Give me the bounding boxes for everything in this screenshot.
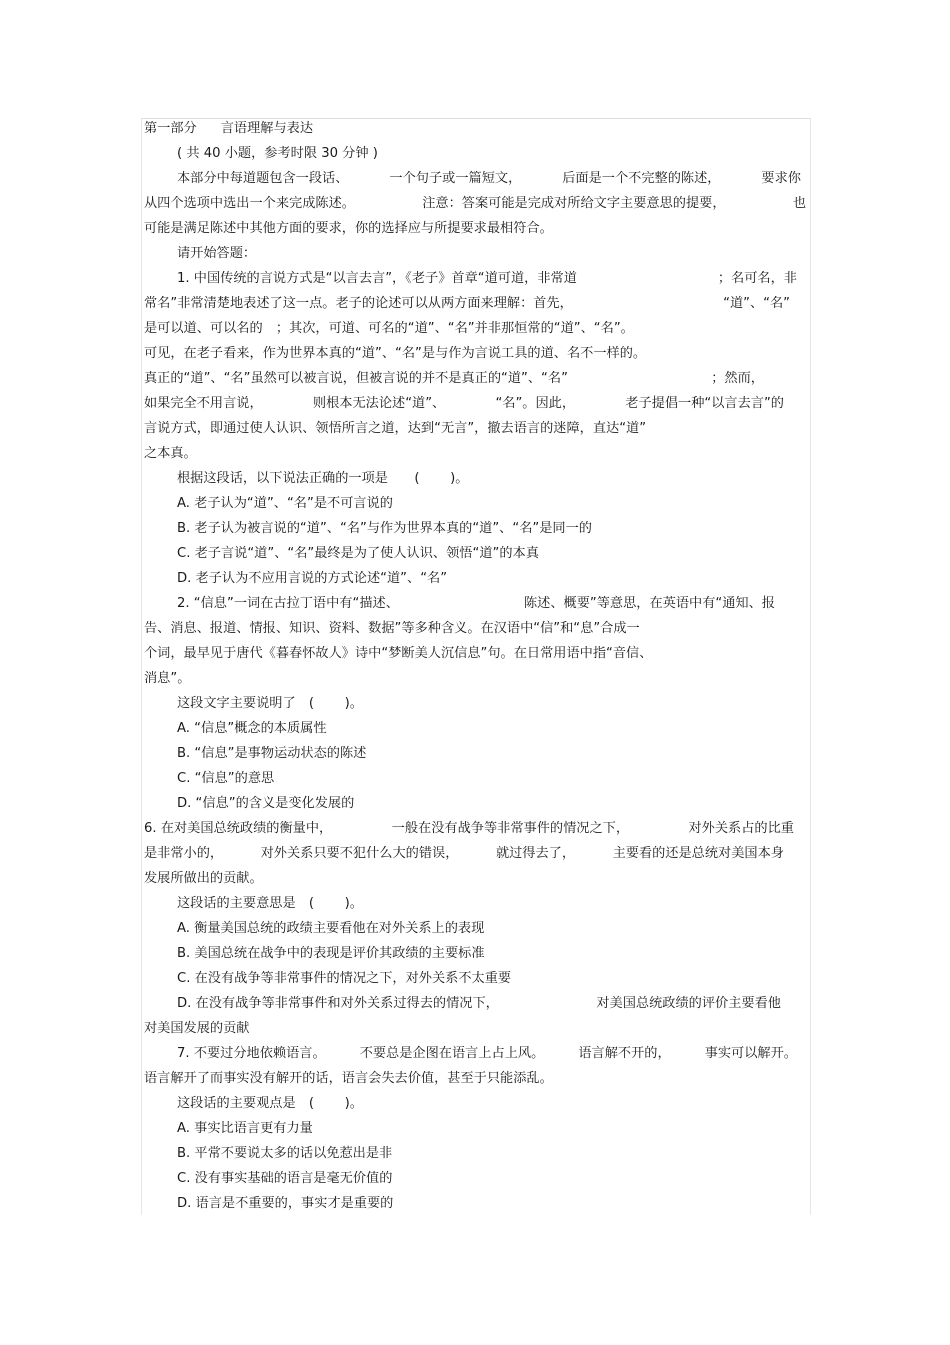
start-prompt: 请开始答题：	[177, 246, 257, 261]
q2-line-3: 个词，最早见于唐代《暮春怀故人》诗中“梦断美人沉信息”句。在日常用语中指“音信、	[144, 646, 653, 661]
q7-option-c: C. 没有事实基础的语言是毫无价值的	[177, 1171, 393, 1186]
q6-option-d-cont: 对美国发展的贡献	[144, 1021, 250, 1036]
q2-stem: 这段文字主要说明了 ( )。	[177, 696, 363, 711]
q1-option-b: B. 老子认为被言说的“道”、“名”与作为世界本真的“道”、“名”是同一的	[177, 521, 592, 536]
q6-line-2: 是非常小的， 对外关系只要不犯什么大的错误， 就过得去了， 主要看的还是总统对美国本身	[144, 846, 784, 861]
q1-line-2: 常名”非常清楚地表述了这一点。老子的论述可以从两方面来理解：首先， “道”、“名”	[144, 296, 790, 311]
q7-option-d: D. 语言是不重要的，事实才是重要的	[177, 1196, 394, 1211]
q6-option-b: B. 美国总统在战争中的表现是评价其政绩的主要标准	[177, 946, 485, 961]
q1-line-7: 言说方式，即通过使人认识、领悟所言之道，达到“无言”，撤去语言的迷障，直达“道”	[144, 421, 647, 436]
q1-line-8: 之本真。	[144, 446, 197, 461]
q2-option-d: D. “信息”的含义是变化发展的	[177, 796, 355, 811]
q7-stem: 这段话的主要观点是 ( )。	[177, 1096, 363, 1111]
q1-line-1: 1. 中国传统的言说方式是“以言去言”，《老子》首章“道可道，非常道 ；名可名，非	[177, 271, 797, 286]
q6-line-3: 发展所做出的贡献。	[144, 871, 263, 886]
q1-stem: 根据这段话，以下说法正确的一项是 ( )。	[177, 471, 469, 486]
q2-line-1: 2. “信息”一词在古拉丁语中有“描述、 陈述、概要”等意思，在英语中有“通知、报	[177, 596, 775, 611]
intro-line-2: 从四个选项中选出一个来完成陈述。 注意：答案可能是完成对所给文字主要意思的提要， 也	[144, 196, 806, 211]
q1-option-a: A. 老子认为“道”、“名”是不可言说的	[177, 496, 393, 511]
intro-line-3: 可能是满足陈述中其他方面的要求，你的选择应与所提要求最相符合。	[144, 221, 553, 236]
section-meta: ( 共 40 小题，参考时限 30 分钟 )	[177, 146, 378, 161]
q1-line-6: 如果完全不用言说， 则根本无法论述“道”、 “名”。因此， 老子提倡一种“以言去言”的	[144, 396, 784, 411]
q2-line-4: 消息”。	[144, 671, 191, 686]
part-title: 言语理解与表达	[220, 121, 314, 136]
part-label: 第一部分	[144, 121, 197, 136]
q6-option-c: C. 在没有战争等非常事件的情况之下，对外关系不太重要	[177, 971, 512, 986]
q2-option-b: B. “信息”是事物运动状态的陈述	[177, 746, 367, 761]
q2-option-a: A. “信息”概念的本质属性	[177, 721, 327, 736]
q1-option-d: D. 老子认为不应用言说的方式论述“道”、“名”	[177, 571, 448, 586]
q6-stem: 这段话的主要意思是 ( )。	[177, 896, 363, 911]
intro-line-1: 本部分中每道题包含一段话、 一个句子或一篇短文， 后面是一个不完整的陈述， 要求你	[177, 171, 801, 186]
q7-line-2: 语言解开了而事实没有解开的话，语言会失去价值，甚至于只能添乱。	[144, 1071, 553, 1086]
q2-line-2: 告、消息、报道、情报、知识、资料、数据”等多种含义。在汉语中“信”和“息”合成一	[144, 621, 640, 636]
q7-option-b: B. 平常不要说太多的话以免惹出是非	[177, 1146, 393, 1161]
q6-line-1: 6. 在对美国总统政绩的衡量中， 一般在没有战争等非常事件的情况之下， 对外关系占的比重	[144, 821, 794, 836]
q1-line-5: 真正的“道”、“名”虽然可以被言说，但被言说的并不是真正的“道”、“名” ；然而，	[144, 371, 764, 386]
q7-line-1: 7. 不要过分地依赖语言。 不要总是企图在语言上占上风。 语言解不开的， 事实可以解开。	[177, 1046, 797, 1061]
q6-option-a: A. 衡量美国总统的政绩主要看他在对外关系上的表现	[177, 921, 485, 936]
q1-line-3: 是可以道、可以名的 ；其次，可道、可名的“道”、“名”并非那恒常的“道”、“名”。	[144, 321, 634, 336]
q6-option-d: D. 在没有战争等非常事件和对外关系过得去的情况下， 对美国总统政绩的评价主要看他	[177, 996, 781, 1011]
q7-option-a: A. 事实比语言更有力量	[177, 1121, 313, 1136]
q2-option-c: C. “信息”的意思	[177, 771, 275, 786]
q1-option-c: C. 老子言说“道”、“名”最终是为了使人认识、领悟“道”的本真	[177, 546, 539, 561]
q1-line-4: 可见，在老子看来，作为世界本真的“道”、“名”是与作为言说工具的道、名不一样的。	[144, 346, 647, 361]
section-heading	[144, 120, 313, 138]
